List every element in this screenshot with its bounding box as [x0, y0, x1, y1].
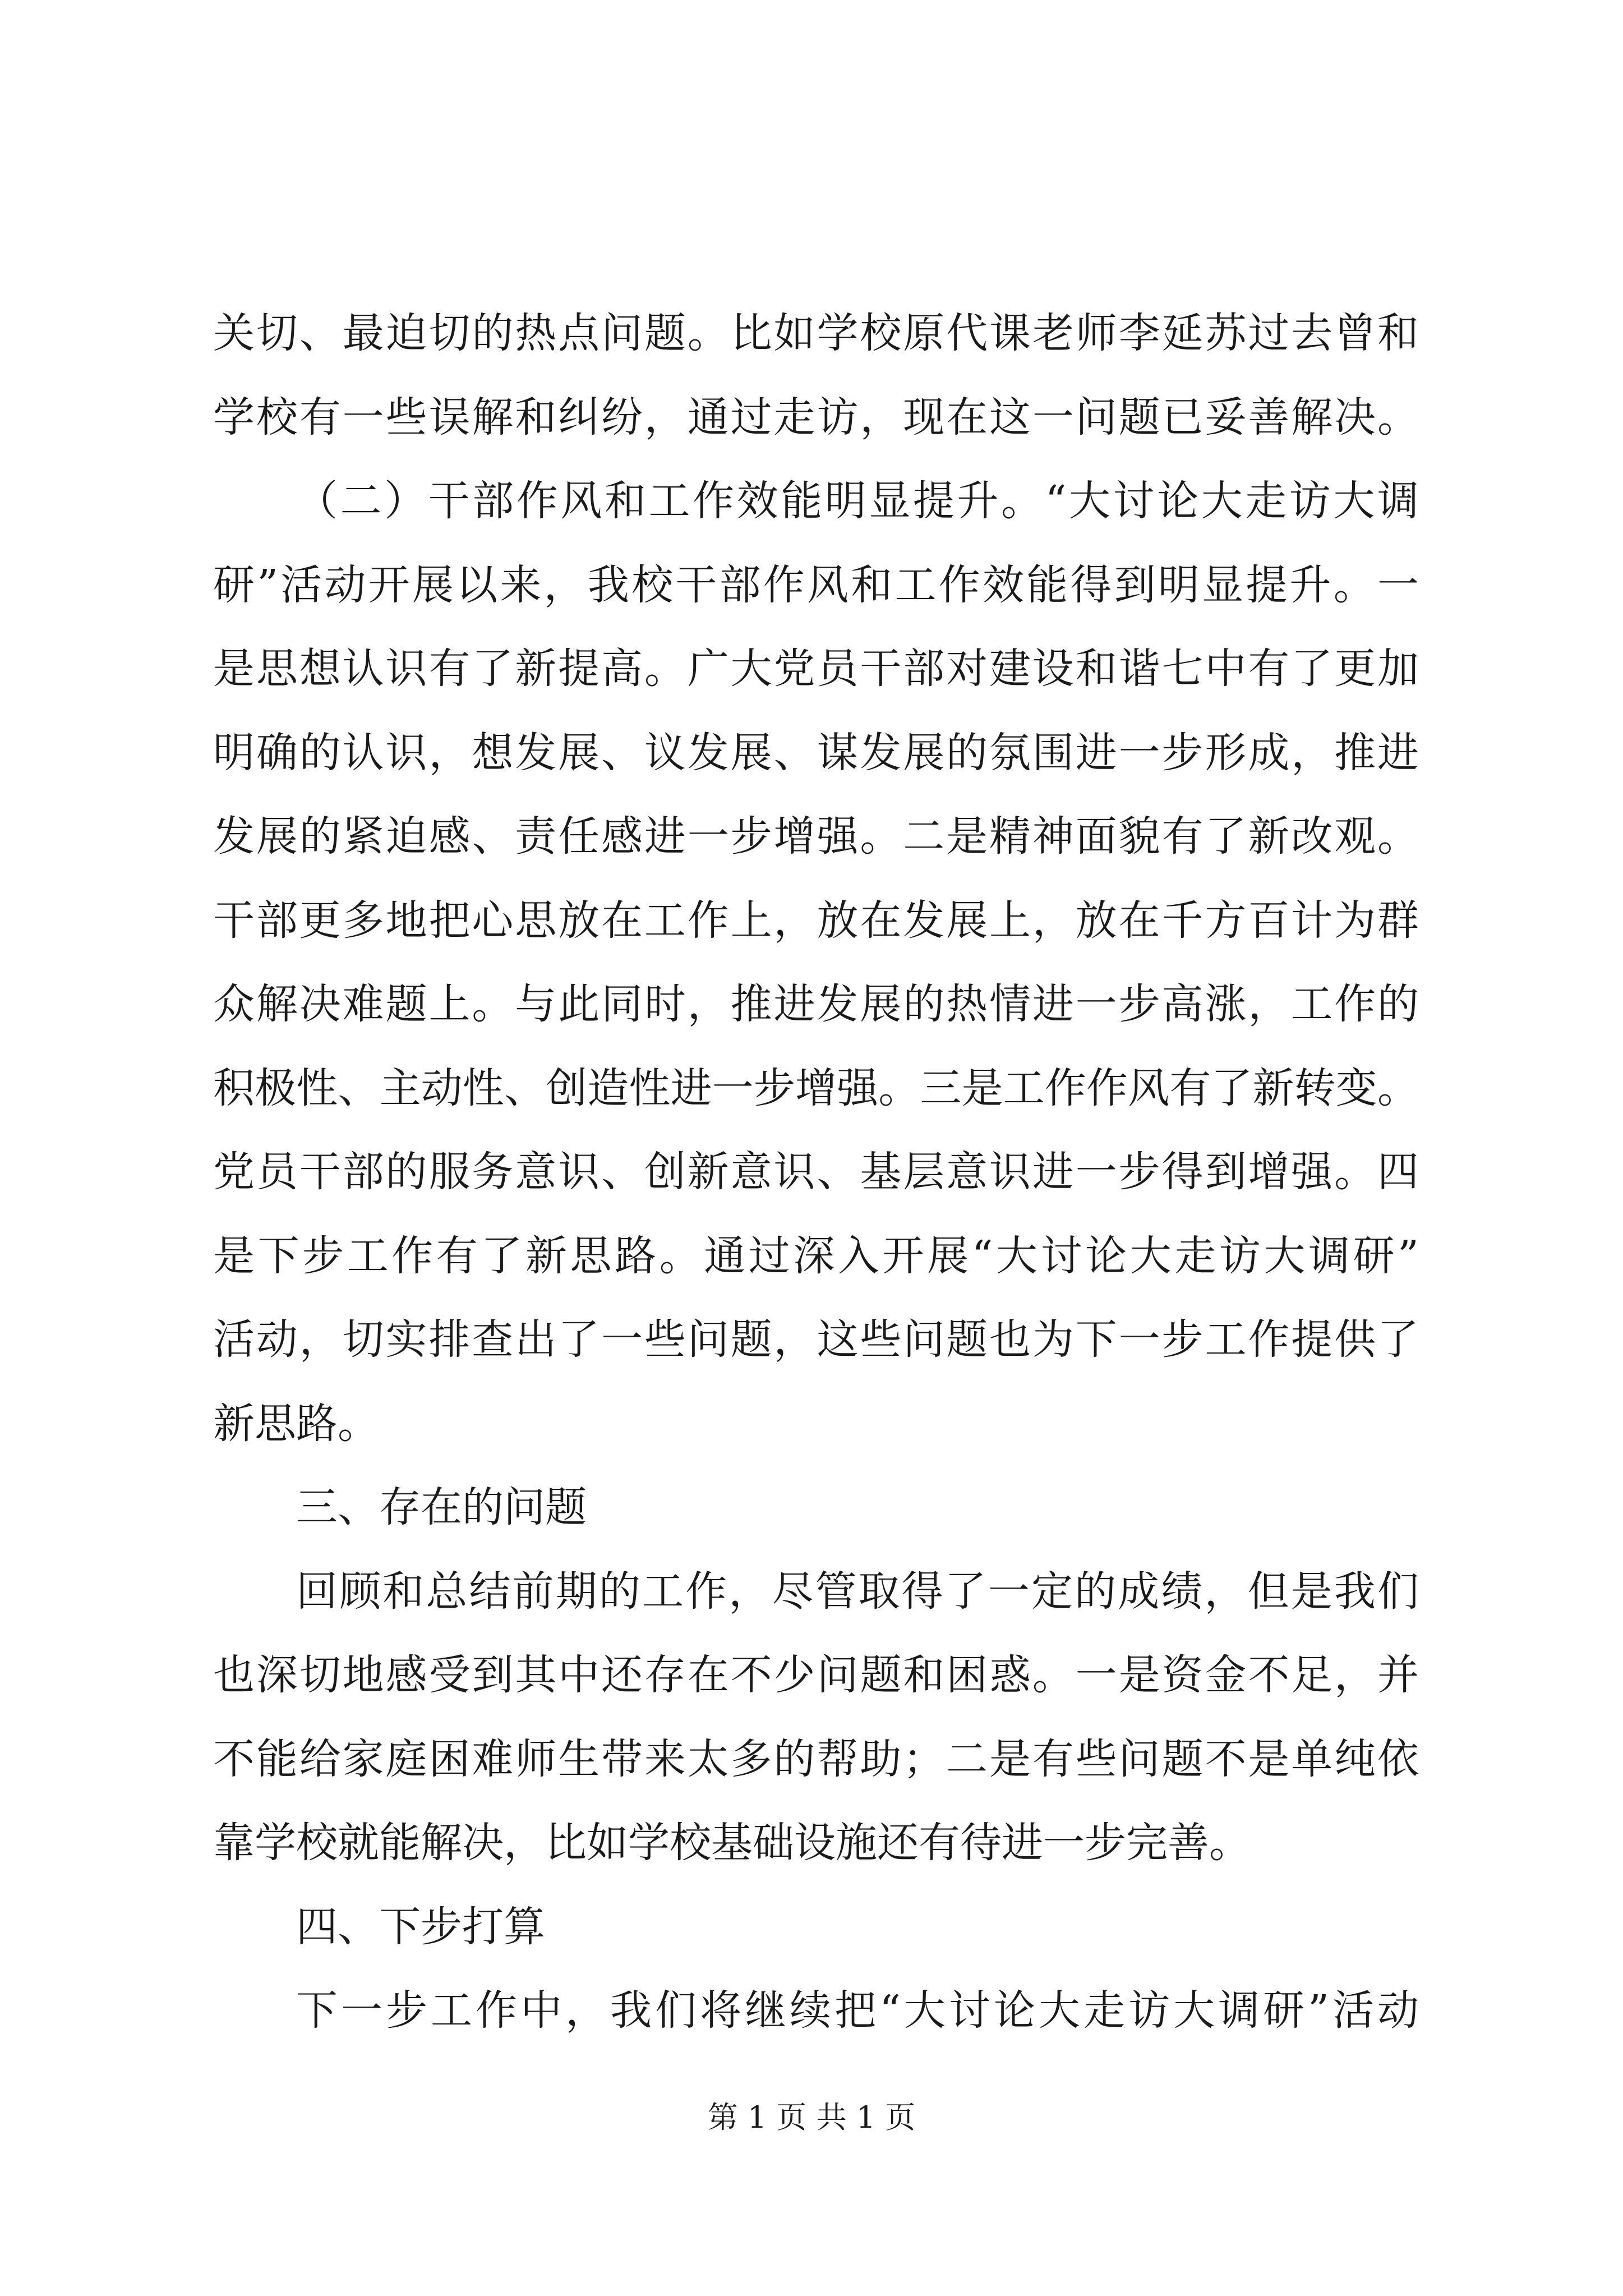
text-line: 众解决难题上。与此同时，推进发展的热情进一步高涨，工作的	[213, 980, 1419, 1028]
text-line: 活动，切实排查出了一些问题，这些问题也为下一步工作提供了	[213, 1315, 1419, 1364]
text-line: 靠学校就能解决，比如学校基础设施还有待进一步完善。	[213, 1819, 1251, 1867]
text-line: 关切、最迫切的热点问题。比如学校原代课老师李延苏过去曾和	[213, 309, 1419, 357]
text-line: 也深切地感受到其中还存在不少问题和困惑。一是资金不足，并	[213, 1651, 1419, 1699]
page-footer: 第 1 页 共 1 页	[707, 2100, 916, 2135]
text-line: （二）干部作风和工作效能明显提升。“大讨论大走访大调	[296, 477, 1419, 525]
text-line: 是下步工作有了新思路。通过深入开展“大讨论大走访大调研”	[213, 1231, 1419, 1280]
text-line: 不能给家庭困难师生带来太多的帮助；二是有些问题不是单纯依	[213, 1734, 1419, 1783]
text-line: 积极性、主动性、创造性进一步增强。三是工作作风有了新转变。	[213, 1064, 1419, 1112]
text-line: 学校有一些误解和纠纷，通过走访，现在这一问题已妥善解决。	[213, 393, 1419, 441]
text-line: 干部更多地把心思放在工作上，放在发展上，放在千方百计为群	[213, 896, 1419, 945]
text-line: 四、下步打算	[296, 1902, 545, 1951]
text-line: 党员干部的服务意识、创新意识、基层意识进一步得到增强。四	[213, 1148, 1419, 1196]
text-line: 明确的认识，想发展、议发展、谋发展的氛围进一步形成，推进	[213, 728, 1419, 777]
text-line: 回顾和总结前期的工作，尽管取得了一定的成绩，但是我们	[296, 1567, 1419, 1616]
text-line: 三、存在的问题	[296, 1483, 587, 1531]
text-line: 下一步工作中，我们将继续把“大讨论大走访大调研”活动	[296, 1986, 1419, 2035]
text-line: 发展的紧迫感、责任感进一步增强。二是精神面貌有了新改观。	[213, 812, 1419, 861]
text-line: 研”活动开展以来，我校干部作风和工作效能得到明显提升。一	[213, 560, 1419, 609]
text-line: 是思想认识有了新提高。广大党员干部对建设和谐七中有了更加	[213, 645, 1419, 693]
body-text	[213, 292, 1419, 2053]
text-line: 新思路。	[213, 1399, 379, 1448]
